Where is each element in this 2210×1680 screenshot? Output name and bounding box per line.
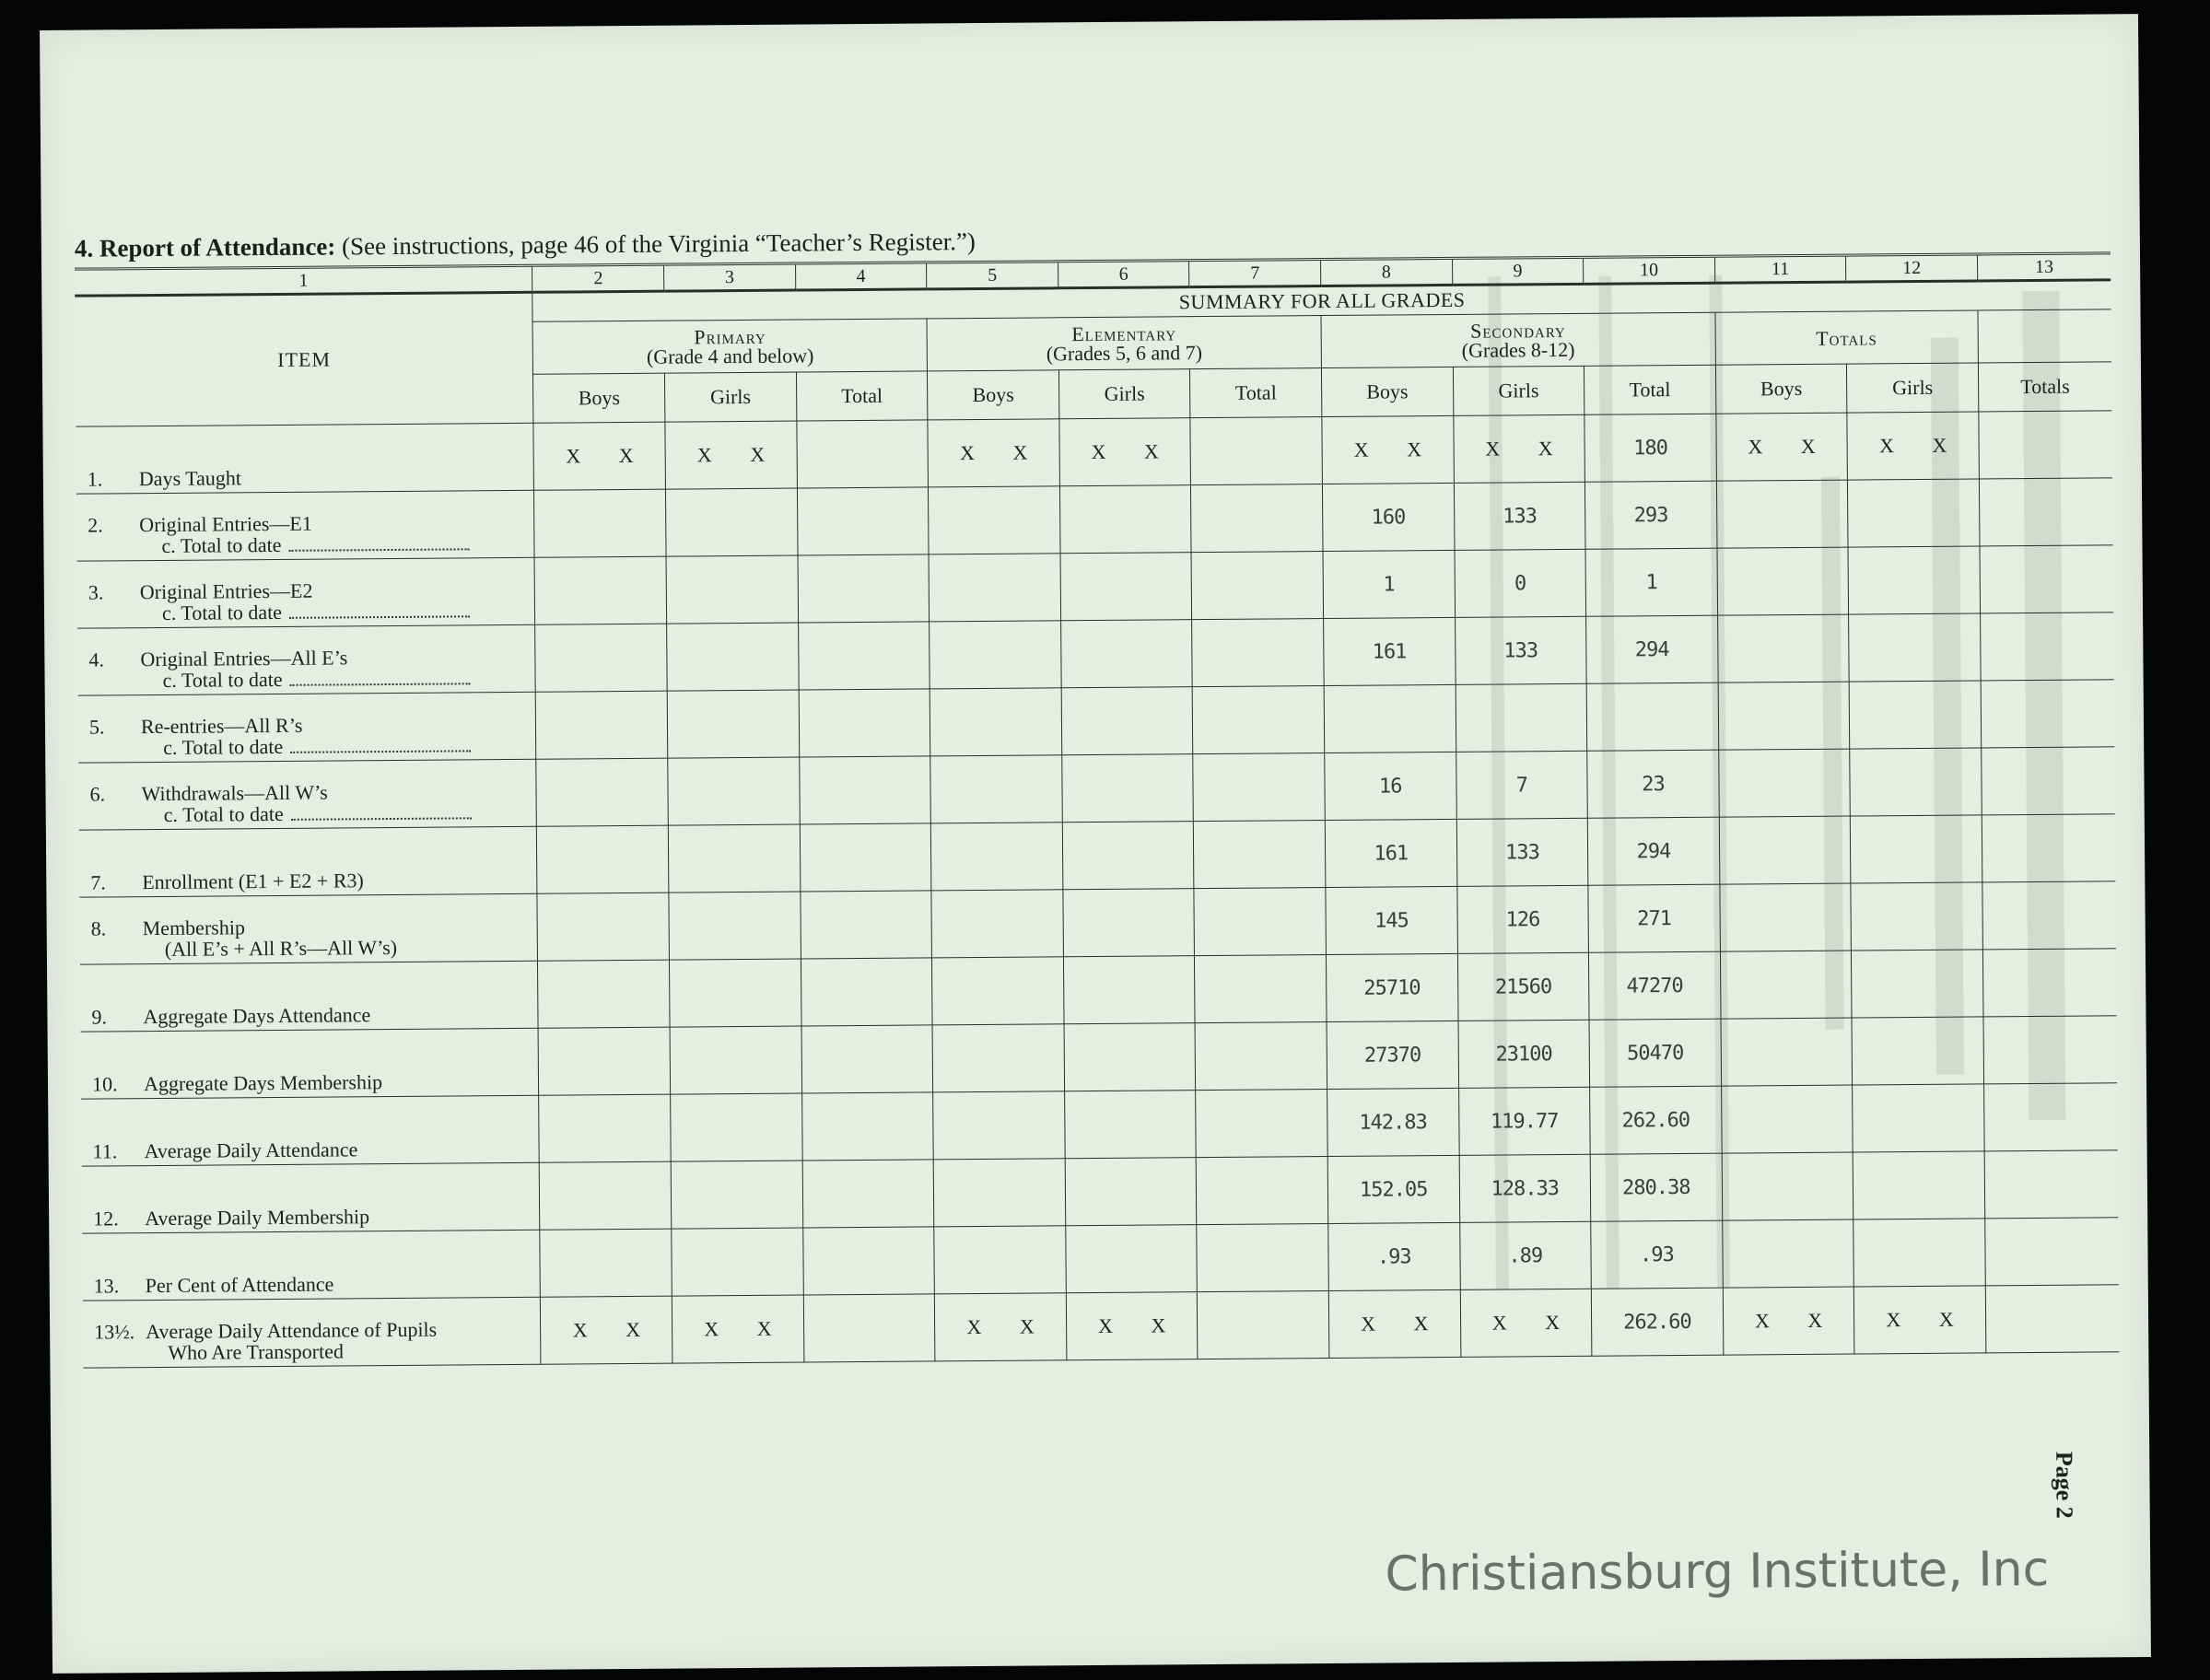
data-cell: X X [1847,412,1979,480]
data-cell [1194,821,1326,889]
data-cell [1193,686,1325,754]
data-cell [1985,1218,2119,1286]
item-number: 1. [87,467,103,491]
data-cell: 23 [1587,750,1719,818]
item-label: Original Entries—E1 [139,511,312,537]
data-cell [1720,951,1852,1019]
dotted-leader [290,682,471,686]
data-cell: 16 [1325,752,1456,820]
item-label: Per Cent of Attendance [145,1272,334,1298]
column-number: 1 [75,265,532,296]
item-label-cell [77,557,536,628]
data-cell [799,689,930,757]
column-subheader: Girls [1453,366,1584,415]
data-cell: X X [1066,1292,1198,1360]
data-cell [801,958,932,1026]
report-heading [75,228,976,263]
data-cell [932,1024,1064,1092]
data-cell [799,756,930,824]
data-cell: 294 [1586,615,1718,683]
data-cell [537,825,669,893]
data-cell [536,691,668,759]
data-cell: 161 [1324,617,1456,685]
group-primary: Primary (Grade 4 and below) [533,319,928,374]
data-cell [1721,1018,1853,1086]
data-cell [671,1161,802,1229]
data-cell [801,1092,933,1161]
data-cell [1722,1219,1853,1288]
data-cell: X X [533,422,665,490]
item-label: Aggregate Days Membership [143,1070,383,1096]
item-number: 13½. [94,1320,135,1344]
data-cell [1848,479,1980,547]
column-number: 11 [1714,255,1846,283]
data-cell [666,488,798,556]
item-sublabel: c. Total to date [161,532,282,557]
data-cell: 119.77 [1458,1087,1590,1155]
data-cell [1197,1157,1328,1225]
data-cell [1066,1225,1198,1293]
data-cell [1984,1150,2118,1219]
column-subheader: Girls [1058,369,1190,419]
data-cell [668,757,800,825]
data-cell [1197,1224,1328,1292]
item-number: 6. [89,782,106,806]
data-cell [1852,950,1983,1018]
item-number: 9. [91,1005,108,1029]
data-cell [1196,1090,1327,1158]
watermark: Christiansburg Institute, Inc [1385,1541,2050,1603]
data-cell [1980,545,2113,613]
group-totals: Totals [1715,310,1979,365]
item-label-cell [80,961,539,1032]
item-label: Withdrawals—All W’s [141,780,328,806]
data-cell [1850,748,1982,816]
group-elementary: Elementary (Grades 5, 6 and 7) [927,316,1321,371]
data-cell: 23100 [1458,1020,1590,1088]
dotted-leader [288,548,469,552]
document-page [40,14,2151,1674]
data-cell: 7 [1456,751,1587,819]
data-cell [1065,1158,1197,1226]
item-number: 5. [88,715,105,739]
data-cell [929,554,1060,622]
data-cell [1982,747,2115,815]
data-cell [1982,949,2116,1017]
data-cell: 262.60 [1590,1086,1722,1154]
column-number: 6 [1058,261,1189,288]
data-cell [802,1227,934,1295]
item-label: Membership [142,916,245,940]
data-cell: X X [665,421,797,489]
data-cell [797,420,929,488]
data-cell [1849,613,1981,682]
data-cell [930,688,1061,756]
dotted-leader [289,615,470,619]
item-label: Days Taught [138,466,242,491]
data-cell [1853,1151,1984,1219]
item-label-cell [81,1028,540,1099]
data-cell: X X [1854,1286,1986,1354]
data-cell [535,556,667,624]
data-cell [797,487,929,555]
item-label-cell [82,1162,541,1233]
data-cell [798,622,930,690]
data-cell: X X [672,1295,803,1363]
data-cell [802,1160,934,1228]
item-label: Original Entries—All E’s [140,646,348,671]
data-cell [1059,485,1191,554]
column-number: 4 [795,262,927,290]
data-cell: 280.38 [1590,1153,1722,1221]
data-cell [1849,681,1981,749]
data-cell: 133 [1456,818,1588,886]
item-label: Re-entries—All R’s [140,713,303,739]
data-cell [667,623,799,691]
data-cell: X X [1328,1289,1460,1358]
item-number: 13. [93,1274,120,1298]
data-cell [933,1159,1065,1227]
data-cell [1717,614,1849,682]
column-subheader: Total [1190,368,1322,418]
data-cell: X X [928,419,1059,487]
data-cell [535,624,667,692]
data-cell [1719,816,1851,884]
data-cell [933,1091,1065,1160]
data-cell [1983,1016,2117,1084]
data-cell [1716,480,1848,548]
attendance-table [75,251,2119,1368]
data-cell [534,489,666,557]
data-cell: .89 [1459,1221,1591,1289]
data-cell: 133 [1455,616,1586,684]
data-cell [1195,955,1327,1023]
data-cell [670,1026,801,1094]
data-cell [1191,484,1323,553]
column-subheader: Girls [665,372,797,422]
item-number: 12. [93,1207,119,1231]
item-label: Average Daily Attendance of Pupils [146,1317,438,1344]
data-cell: X X [541,1296,672,1364]
item-label-cell [81,1095,540,1166]
data-cell [1851,882,1982,951]
item-column-header: ITEM [75,292,533,426]
column-number: 2 [532,264,664,292]
data-cell [1324,684,1456,752]
data-cell [1851,815,1982,883]
data-cell [1722,1152,1853,1220]
column-subheader: Girls [1847,363,1979,413]
data-cell: 160 [1322,483,1454,551]
item-number: 11. [92,1139,118,1163]
data-cell [668,824,800,892]
item-sublabel: Who Are Transported [168,1339,345,1364]
item-sublabel: c. Total to date [161,600,283,624]
data-cell [540,1229,672,1297]
data-cell [934,1226,1066,1294]
group-secondary: Secondary (Grades 8-12) [1321,312,1715,368]
data-cell [1853,1084,1984,1152]
item-sublabel: c. Total to date [163,734,284,759]
data-cell: X X [1322,415,1454,484]
column-subheader: Boys [533,373,665,423]
data-cell: X X [1460,1289,1592,1357]
item-label-cell [78,692,537,763]
data-cell [1456,683,1587,752]
data-cell [537,892,669,961]
data-cell [932,957,1064,1025]
item-label-cell [82,1230,541,1301]
data-cell [1718,749,1850,817]
data-cell [1718,682,1850,750]
data-cell [1198,1291,1329,1359]
data-cell [801,1025,933,1093]
data-cell: 47270 [1589,951,1721,1020]
data-cell [1193,753,1325,822]
data-cell [1848,546,1980,614]
data-cell: 152.05 [1327,1155,1459,1223]
data-cell [1062,754,1194,822]
data-cell [931,890,1063,958]
column-number: 12 [1846,254,1978,282]
data-cell [1717,547,1849,615]
page-number: Page 2 [2051,1451,2078,1519]
data-cell [1982,814,2115,882]
data-cell [672,1228,803,1296]
data-cell: 161 [1325,819,1456,887]
data-cell: 145 [1326,886,1457,954]
data-cell: 1 [1323,550,1455,618]
data-cell: X X [1059,418,1191,486]
data-cell [666,555,798,624]
data-cell: X X [1723,1287,1854,1355]
data-cell [1060,620,1192,688]
data-cell [1061,687,1193,755]
column-subheader: Boys [1321,367,1453,416]
data-cell: 0 [1455,549,1586,617]
data-cell: 133 [1454,482,1585,550]
item-label-cell [76,423,534,494]
item-label: Aggregate Days Attendance [143,1003,371,1029]
data-cell: 271 [1588,884,1720,952]
data-cell [1191,552,1323,620]
data-cell: X X [1453,414,1584,483]
column-subheader: Total [1584,365,1716,414]
data-cell: 180 [1584,414,1716,482]
item-sublabel: c. Total to date [163,801,284,826]
column-number: 8 [1320,258,1452,286]
item-label: Enrollment (E1 + E2 + R3) [142,869,364,894]
item-number: 3. [88,580,104,604]
report-heading-text: (See instructions, page 46 of the Virginia “Teacher’s Register.”) [341,228,976,261]
data-cell: X X [1716,413,1848,481]
item-label: Original Entries—E2 [139,578,313,604]
data-cell [538,960,670,1028]
data-cell [667,690,799,758]
data-cell: .93 [1591,1220,1723,1289]
column-subheader: Boys [1715,364,1847,414]
column-number: 3 [664,263,796,291]
item-label-cell [79,826,538,897]
item-label-cell [78,759,537,830]
data-cell [539,1027,671,1095]
data-cell [1980,612,2113,681]
dotted-leader [290,750,471,753]
data-cell [1985,1285,2119,1353]
column-subheader: Boys [928,370,1059,420]
data-cell [1720,883,1852,951]
data-cell [1194,888,1326,956]
data-cell: 21560 [1457,952,1589,1021]
data-cell [1060,553,1192,621]
data-cell: 294 [1587,817,1719,885]
data-cell [1063,956,1195,1024]
column-number: 5 [927,262,1058,289]
data-cell [670,959,801,1027]
data-cell: 1 [1585,548,1717,616]
data-cell: .93 [1328,1222,1460,1290]
column-number: 10 [1584,256,1715,284]
item-label-cell [76,490,535,561]
column-number: 13 [1977,253,2111,281]
data-cell [540,1161,672,1230]
data-cell [1190,417,1322,485]
data-cell [1195,1022,1327,1091]
data-cell [803,1294,935,1362]
data-cell [1063,889,1195,957]
item-number: 4. [88,648,104,671]
item-number: 10. [91,1072,118,1096]
data-cell: 27370 [1327,1021,1458,1089]
data-cell [1064,1091,1196,1159]
data-cell [931,822,1063,891]
data-cell [671,1093,802,1161]
data-cell [1853,1219,1985,1287]
dotted-leader [291,817,472,821]
summary-title: SUMMARY FOR ALL GRADES [532,280,2111,321]
data-cell [536,758,668,826]
data-cell [1192,619,1324,687]
item-label-cell [77,624,536,695]
item-number: 7. [90,870,106,894]
data-cell [1721,1085,1853,1153]
group-blank [1978,309,2111,363]
item-label: Average Daily Membership [145,1205,370,1231]
data-cell: 262.60 [1591,1288,1723,1356]
data-cell [801,891,932,959]
data-cell [1852,1017,1983,1085]
item-label-cell [79,893,538,964]
item-sublabel: c. Total to date [162,667,283,692]
data-cell [1979,478,2112,546]
column-subheader: Totals [1978,362,2111,412]
column-subheader: Total [796,371,928,421]
data-cell [1064,1023,1196,1091]
data-cell: 50470 [1589,1019,1721,1087]
data-cell [669,892,801,960]
data-cell [929,486,1060,554]
data-cell [1981,680,2114,748]
data-cell: 293 [1585,481,1717,549]
item-number: 2. [88,513,103,537]
data-cell [1586,682,1718,751]
data-cell [930,621,1061,689]
item-label: Average Daily Attendance [144,1138,358,1163]
data-cell [1982,881,2116,950]
data-cell [1062,822,1194,890]
data-cell: 126 [1456,885,1588,953]
data-cell [1979,411,2112,479]
data-cell [930,755,1062,823]
item-label-cell [83,1297,542,1368]
item-number: 8. [90,916,107,940]
data-cell [1983,1083,2117,1151]
item-sublabel: (All E’s + All R’s—All W’s) [164,935,398,961]
data-cell: X X [935,1293,1067,1361]
data-cell: 25710 [1326,953,1457,1021]
data-cell: 128.33 [1459,1154,1591,1222]
report-heading-label: 4. Report of Attendance: [74,232,336,262]
column-number: 7 [1189,260,1321,287]
column-number: 9 [1452,257,1584,285]
data-cell [800,823,931,892]
data-cell [539,1094,671,1162]
data-cell [798,554,930,623]
data-cell: 142.83 [1327,1088,1459,1156]
